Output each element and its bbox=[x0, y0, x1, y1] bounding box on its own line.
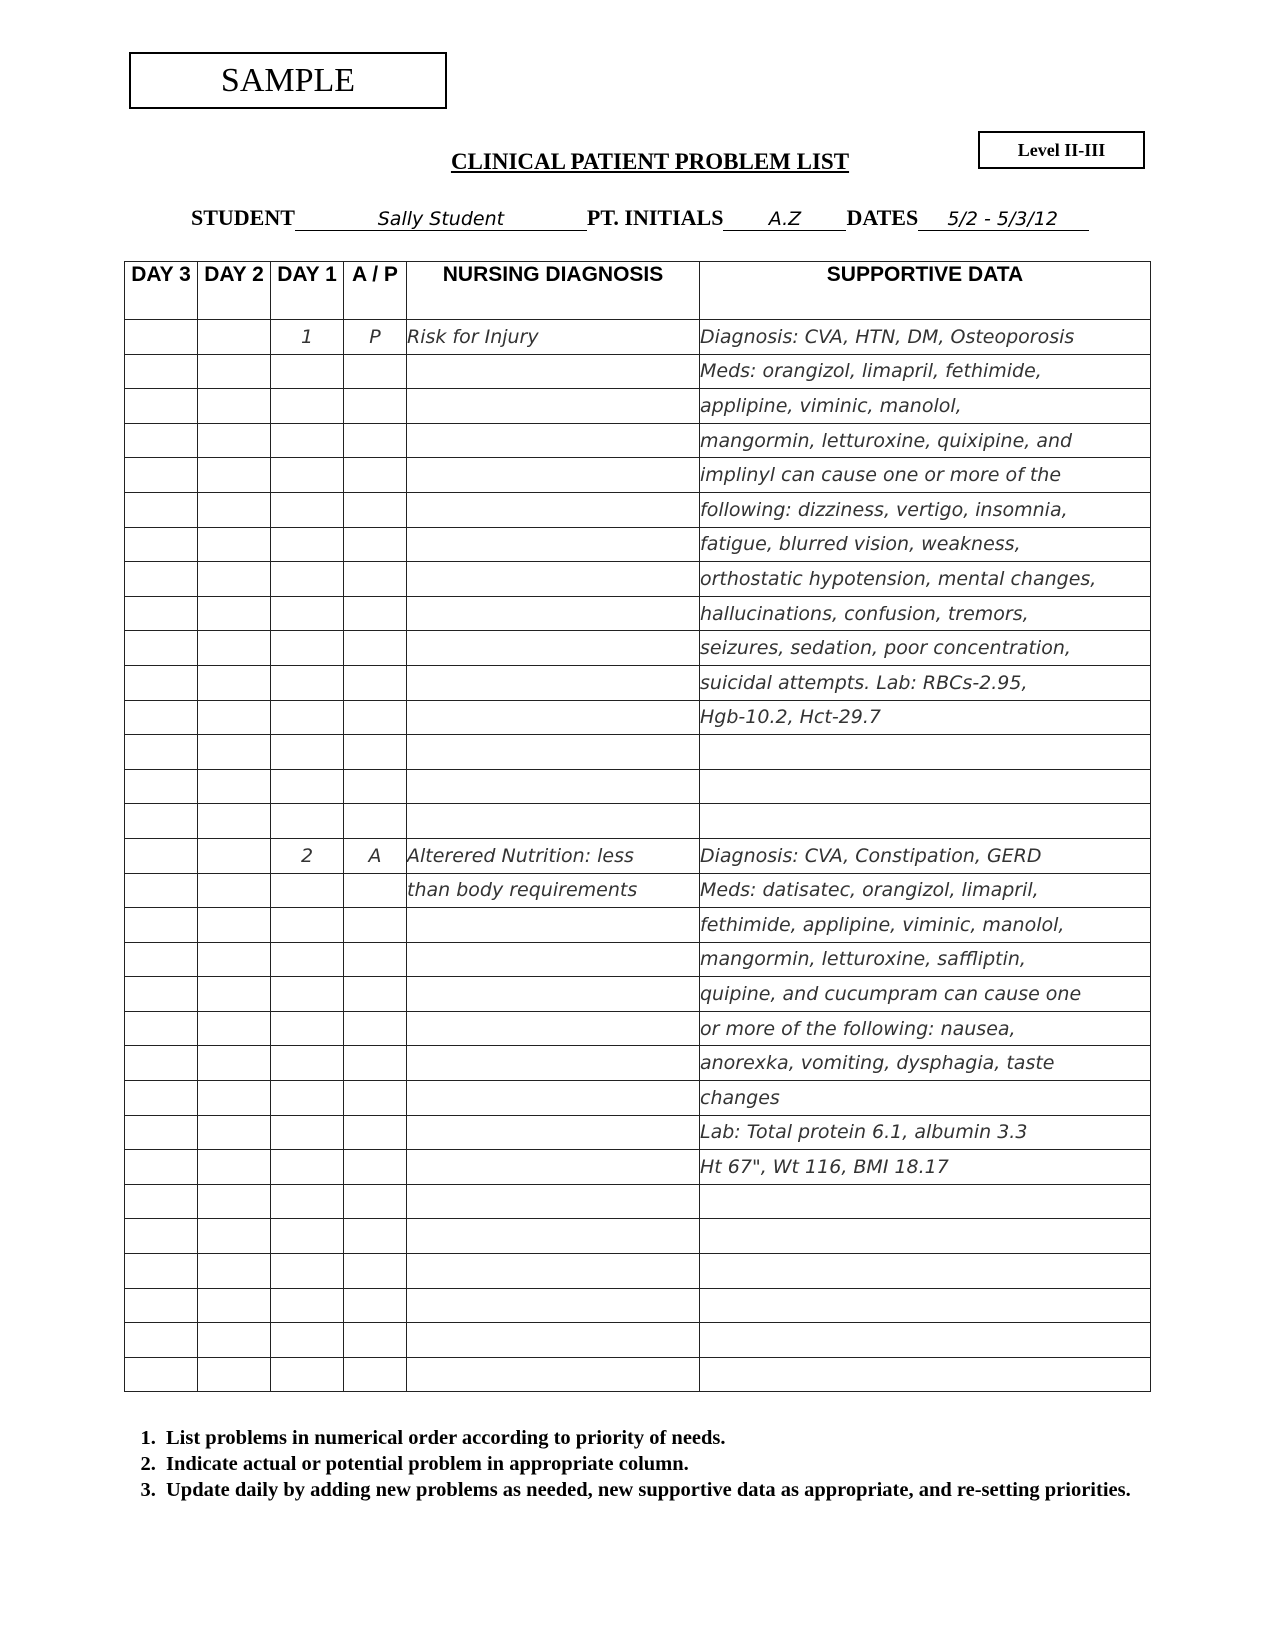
cell-supportive-data[interactable]: following: dizziness, vertigo, insomnia, bbox=[700, 492, 1151, 527]
cell-day1[interactable] bbox=[271, 492, 344, 527]
cell-day2[interactable] bbox=[198, 977, 271, 1012]
cell-ap[interactable] bbox=[344, 1288, 407, 1323]
cell-day3[interactable] bbox=[125, 423, 198, 458]
cell-ap[interactable] bbox=[344, 354, 407, 389]
cell-supportive-data[interactable]: Meds: orangizol, limapril, fethimide, bbox=[700, 354, 1151, 389]
cell-day2[interactable] bbox=[198, 942, 271, 977]
col-header-ap: A / P bbox=[344, 262, 407, 320]
cell-day3[interactable] bbox=[125, 320, 198, 355]
table-row bbox=[125, 1184, 1151, 1219]
cell-day1[interactable] bbox=[271, 423, 344, 458]
cell-day3[interactable] bbox=[125, 1219, 198, 1254]
cell-supportive-data[interactable]: suicidal attempts. Lab: RBCs-2.95, bbox=[700, 665, 1151, 700]
cell-day3[interactable] bbox=[125, 942, 198, 977]
cell-day3[interactable] bbox=[125, 1288, 198, 1323]
cell-day1[interactable] bbox=[271, 389, 344, 424]
instruction-item: 1. List problems in numerical order according to priority of needs. bbox=[161, 1425, 1171, 1451]
table-row bbox=[125, 977, 1151, 1012]
cell-nursing-diagnosis[interactable] bbox=[407, 735, 700, 770]
cell-day2[interactable] bbox=[198, 700, 271, 735]
cell-ap[interactable] bbox=[344, 389, 407, 424]
cell-supportive-data[interactable] bbox=[700, 769, 1151, 804]
cell-day1[interactable] bbox=[271, 1288, 344, 1323]
cell-day3[interactable] bbox=[125, 631, 198, 666]
cell-day3[interactable] bbox=[125, 562, 198, 597]
cell-day2[interactable] bbox=[198, 908, 271, 943]
cell-ap[interactable] bbox=[344, 665, 407, 700]
cell-ap[interactable] bbox=[344, 1081, 407, 1116]
cell-supportive-data[interactable] bbox=[700, 1254, 1151, 1289]
cell-supportive-data[interactable] bbox=[700, 1323, 1151, 1358]
col-header-day3: DAY 3 bbox=[125, 262, 198, 320]
cell-supportive-data[interactable] bbox=[700, 1357, 1151, 1392]
cell-supportive-data[interactable]: seizures, sedation, poor concentration, bbox=[700, 631, 1151, 666]
cell-nursing-diagnosis[interactable]: Risk for Injury bbox=[407, 320, 700, 355]
cell-day3[interactable] bbox=[125, 873, 198, 908]
table-row bbox=[125, 423, 1151, 458]
table-row bbox=[125, 492, 1151, 527]
cell-ap[interactable] bbox=[344, 804, 407, 839]
cell-supportive-data[interactable]: Diagnosis: CVA, Constipation, GERD bbox=[700, 838, 1151, 873]
cell-supportive-data[interactable]: anorexka, vomiting, dysphagia, taste bbox=[700, 1046, 1151, 1081]
cell-nursing-diagnosis[interactable] bbox=[407, 1115, 700, 1150]
col-header-day2: DAY 2 bbox=[198, 262, 271, 320]
cell-day1[interactable] bbox=[271, 700, 344, 735]
cell-day1[interactable] bbox=[271, 354, 344, 389]
cell-day1[interactable] bbox=[271, 804, 344, 839]
cell-ap[interactable] bbox=[344, 1184, 407, 1219]
table-row bbox=[125, 1081, 1151, 1116]
cell-day3[interactable] bbox=[125, 1357, 198, 1392]
cell-day1[interactable] bbox=[271, 1150, 344, 1185]
table-row bbox=[125, 631, 1151, 666]
cell-supportive-data[interactable] bbox=[700, 1184, 1151, 1219]
cell-day2[interactable] bbox=[198, 1011, 271, 1046]
cell-ap[interactable] bbox=[344, 1046, 407, 1081]
page-title: CLINICAL PATIENT PROBLEM LIST bbox=[450, 149, 850, 174]
table-row bbox=[125, 769, 1151, 804]
cell-nursing-diagnosis[interactable] bbox=[407, 458, 700, 493]
table-row bbox=[125, 389, 1151, 424]
cell-ap[interactable] bbox=[344, 492, 407, 527]
cell-supportive-data[interactable]: mangormin, letturoxine, quixipine, and bbox=[700, 423, 1151, 458]
cell-day1[interactable] bbox=[271, 942, 344, 977]
cell-day3[interactable] bbox=[125, 804, 198, 839]
cell-day2[interactable] bbox=[198, 458, 271, 493]
cell-day3[interactable] bbox=[125, 838, 198, 873]
cell-day2[interactable] bbox=[198, 423, 271, 458]
cell-day1[interactable] bbox=[271, 458, 344, 493]
table-row bbox=[125, 1288, 1151, 1323]
cell-day3[interactable] bbox=[125, 596, 198, 631]
cell-day2[interactable] bbox=[198, 1323, 271, 1358]
cell-day2[interactable] bbox=[198, 1219, 271, 1254]
cell-nursing-diagnosis[interactable] bbox=[407, 1150, 700, 1185]
cell-day3[interactable] bbox=[125, 1011, 198, 1046]
table-row bbox=[125, 804, 1151, 839]
cell-ap[interactable] bbox=[344, 1323, 407, 1358]
cell-day2[interactable] bbox=[198, 492, 271, 527]
cell-ap[interactable] bbox=[344, 527, 407, 562]
cell-nursing-diagnosis[interactable] bbox=[407, 1288, 700, 1323]
table-row bbox=[125, 1115, 1151, 1150]
cell-day1[interactable] bbox=[271, 1081, 344, 1116]
cell-day1[interactable] bbox=[271, 631, 344, 666]
cell-nursing-diagnosis[interactable] bbox=[407, 1357, 700, 1392]
cell-day2[interactable] bbox=[198, 838, 271, 873]
table-row bbox=[125, 838, 1151, 873]
cell-supportive-data[interactable]: hallucinations, confusion, tremors, bbox=[700, 596, 1151, 631]
cell-supportive-data[interactable]: implinyl can cause one or more of the bbox=[700, 458, 1151, 493]
cell-nursing-diagnosis[interactable] bbox=[407, 1046, 700, 1081]
cell-day1[interactable] bbox=[271, 1046, 344, 1081]
col-header-nursing-diagnosis: NURSING DIAGNOSIS bbox=[407, 262, 700, 320]
cell-day1[interactable] bbox=[271, 562, 344, 597]
cell-nursing-diagnosis[interactable] bbox=[407, 1081, 700, 1116]
cell-ap[interactable] bbox=[344, 1357, 407, 1392]
table-row bbox=[125, 354, 1151, 389]
cell-supportive-data[interactable]: fethimide, applipine, viminic, manolol, bbox=[700, 908, 1151, 943]
cell-ap[interactable] bbox=[344, 735, 407, 770]
cell-day2[interactable] bbox=[198, 1288, 271, 1323]
table-row bbox=[125, 458, 1151, 493]
cell-day2[interactable] bbox=[198, 735, 271, 770]
cell-day1[interactable] bbox=[271, 1323, 344, 1358]
cell-day2[interactable] bbox=[198, 354, 271, 389]
cell-day1[interactable] bbox=[271, 1011, 344, 1046]
cell-day3[interactable] bbox=[125, 458, 198, 493]
cell-day2[interactable] bbox=[198, 665, 271, 700]
cell-ap[interactable] bbox=[344, 873, 407, 908]
table-row bbox=[125, 562, 1151, 597]
cell-day3[interactable] bbox=[125, 977, 198, 1012]
cell-supportive-data[interactable]: Meds: datisatec, orangizol, limapril, bbox=[700, 873, 1151, 908]
initials-label: PT. INITIALS bbox=[586, 205, 724, 230]
cell-nursing-diagnosis[interactable] bbox=[407, 1011, 700, 1046]
cell-day3[interactable] bbox=[125, 735, 198, 770]
cell-nursing-diagnosis[interactable] bbox=[407, 665, 700, 700]
table-row bbox=[125, 1254, 1151, 1289]
cell-ap[interactable] bbox=[344, 562, 407, 597]
table-row bbox=[125, 1357, 1151, 1392]
cell-day1[interactable] bbox=[271, 527, 344, 562]
cell-day2[interactable] bbox=[198, 527, 271, 562]
cell-day3[interactable] bbox=[125, 1323, 198, 1358]
cell-nursing-diagnosis[interactable]: than body requirements bbox=[407, 873, 700, 908]
instructions-list bbox=[131, 1425, 1171, 1503]
cell-supportive-data[interactable]: orthostatic hypotension, mental changes, bbox=[700, 562, 1151, 597]
cell-day1[interactable] bbox=[271, 665, 344, 700]
cell-day2[interactable] bbox=[198, 1046, 271, 1081]
cell-day2[interactable] bbox=[198, 320, 271, 355]
cell-day3[interactable] bbox=[125, 492, 198, 527]
cell-day2[interactable] bbox=[198, 1357, 271, 1392]
cell-ap[interactable] bbox=[344, 1254, 407, 1289]
cell-day1[interactable]: 2 bbox=[271, 838, 344, 873]
cell-nursing-diagnosis[interactable] bbox=[407, 1323, 700, 1358]
cell-day2[interactable] bbox=[198, 1254, 271, 1289]
instruction-item: 2. Indicate actual or potential problem in appropriate column. bbox=[161, 1451, 1171, 1477]
cell-ap[interactable] bbox=[344, 1011, 407, 1046]
cell-supportive-data[interactable] bbox=[700, 1219, 1151, 1254]
cell-nursing-diagnosis[interactable] bbox=[407, 562, 700, 597]
cell-supportive-data[interactable]: or more of the following: nausea, bbox=[700, 1011, 1151, 1046]
cell-day2[interactable] bbox=[198, 1115, 271, 1150]
cell-day3[interactable] bbox=[125, 527, 198, 562]
cell-nursing-diagnosis[interactable] bbox=[407, 389, 700, 424]
cell-supportive-data[interactable] bbox=[700, 804, 1151, 839]
cell-day1[interactable] bbox=[271, 873, 344, 908]
dates-label: DATES bbox=[846, 205, 919, 230]
dates-field[interactable]: 5/2 - 5/3/12 bbox=[918, 208, 1089, 231]
cell-supportive-data[interactable] bbox=[700, 1288, 1151, 1323]
cell-day3[interactable] bbox=[125, 700, 198, 735]
student-field[interactable]: Sally Student bbox=[295, 208, 587, 231]
cell-day2[interactable] bbox=[198, 769, 271, 804]
cell-day2[interactable] bbox=[198, 1184, 271, 1219]
col-header-supportive-data: SUPPORTIVE DATA bbox=[700, 262, 1151, 320]
cell-nursing-diagnosis[interactable] bbox=[407, 423, 700, 458]
col-header-day1: DAY 1 bbox=[271, 262, 344, 320]
cell-nursing-diagnosis[interactable]: Alterered Nutrition: less bbox=[407, 838, 700, 873]
cell-ap[interactable] bbox=[344, 908, 407, 943]
instruction-item: 3. Update daily by adding new problems as needed, new supportive data as appropriate, and re-setting priorities. bbox=[161, 1477, 1171, 1503]
cell-day3[interactable] bbox=[125, 1150, 198, 1185]
table-row bbox=[125, 1046, 1151, 1081]
cell-ap[interactable] bbox=[344, 631, 407, 666]
table-body bbox=[125, 320, 1151, 1392]
table-row bbox=[125, 908, 1151, 943]
cell-day1[interactable] bbox=[271, 735, 344, 770]
cell-day3[interactable] bbox=[125, 354, 198, 389]
cell-day2[interactable] bbox=[198, 873, 271, 908]
table-row bbox=[125, 1323, 1151, 1358]
initials-field[interactable]: A.Z bbox=[723, 208, 846, 231]
cell-ap[interactable] bbox=[344, 596, 407, 631]
cell-ap[interactable] bbox=[344, 458, 407, 493]
cell-day1[interactable] bbox=[271, 1115, 344, 1150]
table-row bbox=[125, 320, 1151, 355]
cell-ap[interactable] bbox=[344, 700, 407, 735]
cell-nursing-diagnosis[interactable] bbox=[407, 769, 700, 804]
cell-supportive-data[interactable]: Lab: Total protein 6.1, albumin 3.3 bbox=[700, 1115, 1151, 1150]
cell-day1[interactable] bbox=[271, 769, 344, 804]
cell-ap[interactable] bbox=[344, 977, 407, 1012]
cell-supportive-data[interactable]: Diagnosis: CVA, HTN, DM, Osteoporosis bbox=[700, 320, 1151, 355]
cell-nursing-diagnosis[interactable] bbox=[407, 354, 700, 389]
table-row bbox=[125, 665, 1151, 700]
cell-day2[interactable] bbox=[198, 562, 271, 597]
cell-day2[interactable] bbox=[198, 1081, 271, 1116]
cell-day1[interactable] bbox=[271, 1184, 344, 1219]
cell-ap[interactable] bbox=[344, 769, 407, 804]
cell-day1[interactable] bbox=[271, 908, 344, 943]
student-label: STUDENT bbox=[191, 205, 295, 230]
cell-supportive-data[interactable]: applipine, viminic, manolol, bbox=[700, 389, 1151, 424]
cell-day3[interactable] bbox=[125, 389, 198, 424]
cell-day2[interactable] bbox=[198, 804, 271, 839]
cell-day1[interactable]: 1 bbox=[271, 320, 344, 355]
cell-day2[interactable] bbox=[198, 1150, 271, 1185]
cell-day3[interactable] bbox=[125, 1115, 198, 1150]
cell-nursing-diagnosis[interactable] bbox=[407, 1219, 700, 1254]
level-label: Level II-III bbox=[978, 131, 1145, 169]
cell-nursing-diagnosis[interactable] bbox=[407, 804, 700, 839]
cell-supportive-data[interactable]: changes bbox=[700, 1081, 1151, 1116]
cell-day3[interactable] bbox=[125, 1184, 198, 1219]
cell-day1[interactable] bbox=[271, 596, 344, 631]
table-row bbox=[125, 1011, 1151, 1046]
cell-nursing-diagnosis[interactable] bbox=[407, 527, 700, 562]
cell-day2[interactable] bbox=[198, 596, 271, 631]
sample-label: SAMPLE bbox=[129, 52, 447, 109]
cell-supportive-data[interactable]: fatigue, blurred vision, weakness, bbox=[700, 527, 1151, 562]
cell-day3[interactable] bbox=[125, 1254, 198, 1289]
table-header-row bbox=[125, 262, 1151, 320]
cell-ap[interactable] bbox=[344, 1150, 407, 1185]
table-row bbox=[125, 700, 1151, 735]
cell-supportive-data[interactable] bbox=[700, 735, 1151, 770]
cell-day3[interactable] bbox=[125, 769, 198, 804]
table-row bbox=[125, 942, 1151, 977]
cell-day3[interactable] bbox=[125, 665, 198, 700]
cell-supportive-data[interactable]: quipine, and cucumpram can cause one bbox=[700, 977, 1151, 1012]
header-line bbox=[191, 205, 1089, 231]
cell-supportive-data[interactable]: mangormin, letturoxine, saffliptin, bbox=[700, 942, 1151, 977]
cell-day1[interactable] bbox=[271, 1357, 344, 1392]
cell-nursing-diagnosis[interactable] bbox=[407, 631, 700, 666]
table-row bbox=[125, 873, 1151, 908]
cell-day1[interactable] bbox=[271, 1254, 344, 1289]
cell-ap[interactable] bbox=[344, 1219, 407, 1254]
cell-ap[interactable] bbox=[344, 942, 407, 977]
cell-supportive-data[interactable]: Ht 67", Wt 116, BMI 18.17 bbox=[700, 1150, 1151, 1185]
cell-nursing-diagnosis[interactable] bbox=[407, 977, 700, 1012]
cell-ap[interactable] bbox=[344, 1115, 407, 1150]
cell-nursing-diagnosis[interactable] bbox=[407, 492, 700, 527]
cell-ap[interactable]: A bbox=[344, 838, 407, 873]
table-row bbox=[125, 596, 1151, 631]
cell-nursing-diagnosis[interactable] bbox=[407, 1184, 700, 1219]
table-row bbox=[125, 1219, 1151, 1254]
cell-day3[interactable] bbox=[125, 1046, 198, 1081]
cell-day1[interactable] bbox=[271, 977, 344, 1012]
table-row bbox=[125, 735, 1151, 770]
cell-nursing-diagnosis[interactable] bbox=[407, 908, 700, 943]
cell-day1[interactable] bbox=[271, 1219, 344, 1254]
cell-ap[interactable]: P bbox=[344, 320, 407, 355]
cell-nursing-diagnosis[interactable] bbox=[407, 1254, 700, 1289]
table-row bbox=[125, 527, 1151, 562]
cell-supportive-data[interactable]: Hgb-10.2, Hct-29.7 bbox=[700, 700, 1151, 735]
cell-day3[interactable] bbox=[125, 908, 198, 943]
cell-day2[interactable] bbox=[198, 631, 271, 666]
cell-nursing-diagnosis[interactable] bbox=[407, 942, 700, 977]
cell-nursing-diagnosis[interactable] bbox=[407, 596, 700, 631]
cell-nursing-diagnosis[interactable] bbox=[407, 700, 700, 735]
problem-list-table bbox=[124, 261, 1151, 1392]
table-row bbox=[125, 1150, 1151, 1185]
cell-ap[interactable] bbox=[344, 423, 407, 458]
cell-day3[interactable] bbox=[125, 1081, 198, 1116]
cell-day2[interactable] bbox=[198, 389, 271, 424]
